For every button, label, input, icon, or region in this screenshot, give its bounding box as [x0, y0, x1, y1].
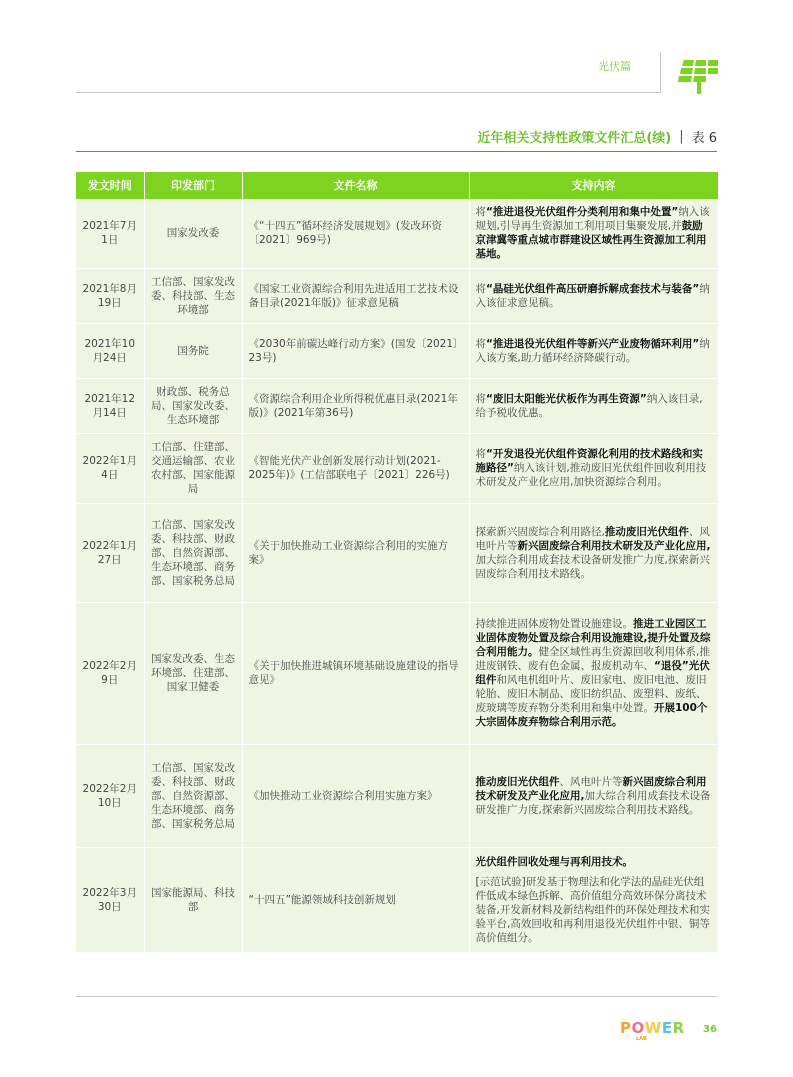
cell-name: 《国家工业资源综合利用先进适用工艺技术设备目录(2021年版)》征求意见稿: [242, 268, 469, 323]
table-row: [76, 268, 718, 323]
cell-date: 2021年12月14日: [76, 378, 144, 433]
table-header-row: [76, 172, 718, 199]
bold-text: “退役”光伏组件: [475, 660, 710, 686]
text: 加大综合利用成套技术设备研发推广力度,探索新兴固废综合利用技术路线。: [475, 789, 711, 816]
header-rule: [76, 92, 660, 93]
solar-panel-icon: [678, 58, 718, 94]
text: 将: [475, 337, 486, 350]
text: 、风电叶片等: [475, 525, 710, 552]
table-title: 近年相关支持性政策文件汇总(续): [477, 131, 672, 146]
cell-dept: 工信部、住建部、交通运输部、农业农村部、国家能源局: [144, 433, 242, 503]
table-row: [76, 602, 718, 744]
table-row: [76, 744, 718, 847]
cell-dept: 工信部、国家发改委、科技部、财政部、自然资源部、生态环境部、商务部、国家税务总局: [144, 744, 242, 847]
text: 纳入该计划,推动废旧光伏组件回收利用技术研发及产业化应用,加快资源综合利用。: [475, 462, 707, 488]
cell-date: 2022年2月10日: [76, 744, 144, 847]
header-name: 文件名称: [242, 172, 469, 199]
text: 将: [475, 206, 486, 219]
cell-name: 《2030年前碳达峰行动方案》(国发〔2021〕23号): [242, 323, 469, 378]
cell-dept: 国务院: [144, 323, 242, 378]
table-row: [76, 323, 718, 378]
cell-name: 《资源综合利用企业所得税优惠目录(2021年版)》(2021年第36号): [242, 378, 469, 433]
bold-text: 鼓励京津冀等重点城市群建设区域性再生资源加工利用基地。: [475, 220, 707, 261]
cell-content: [469, 378, 718, 433]
text: 加大综合利用成套技术设备研发推广力度,探索新兴固废综合利用技术路线。: [475, 553, 710, 580]
text: 纳入该方案,助力循环经济降碳行动。: [475, 337, 710, 364]
table-row: [76, 503, 718, 602]
page-number: 36: [703, 1024, 717, 1035]
header-content: 支持内容: [469, 172, 718, 199]
header-divider: [660, 52, 661, 93]
cell-content: [469, 433, 718, 503]
text: 健全区域性再生资源回收利用体系,推进废钢铁、废有色金属、报废机动车、: [475, 646, 710, 672]
cell-content: [469, 268, 718, 323]
bold-text: 新兴固废综合利用技术研发及产业化应用,: [475, 775, 707, 802]
table-row: [76, 847, 718, 952]
cell-date: 2022年3月30日: [76, 847, 144, 952]
table-number: 表 6: [691, 131, 717, 146]
logo-subtext: LAB: [636, 1036, 647, 1042]
cell-date: 2021年8月19日: [76, 268, 144, 323]
cell-dept: 财政部、税务总局、国家发改委、生态环境部: [144, 378, 242, 433]
cell-content: [469, 847, 718, 952]
text: 纳入该征求意见稿。: [475, 282, 710, 309]
bold-text: 推动废旧光伏组件: [604, 525, 689, 538]
cell-dept: 工信部、国家发改委、科技部、财政部、自然资源部、生态环境部、商务部、国家税务总局: [144, 503, 242, 602]
cell-dept: 国家能源局、科技部: [144, 847, 242, 952]
table-row: [76, 199, 718, 268]
cell-name: 《关于加快推进城镇环境基础设施建设的指导意见》: [242, 602, 469, 744]
text: 和风电机组叶片、废旧家电、废旧电池、废旧轮胎、废旧木制品、废旧纺织品、废塑料、废纸、废玻璃等废弃物分类利用和集中处置。: [475, 674, 707, 714]
cell-dept: 国家发改委、生态环境部、住建部、国家卫健委: [144, 602, 242, 744]
table-row: [76, 433, 718, 503]
title-rule: [76, 151, 717, 152]
cell-date: 2022年2月9日: [76, 602, 144, 744]
section-label: 光伏篇: [598, 60, 631, 73]
cell-date: 2021年10月24日: [76, 323, 144, 378]
title-separator: |: [679, 129, 684, 144]
cell-content: [469, 602, 718, 744]
cell-content: [469, 199, 718, 268]
cell-content: [469, 323, 718, 378]
cell-name: 《加快推动工业资源综合利用实施方案》: [242, 744, 469, 847]
cell-date: 2021年7月1日: [76, 199, 144, 268]
header-dept: 印发部门: [144, 172, 242, 199]
bold-text: “推进退役光伏组件分类利用和集中处置”: [486, 206, 679, 219]
bold-text: 新兴固废综合利用技术研发及产业化应用,: [517, 539, 711, 552]
text: 、风电叶片等: [559, 775, 623, 788]
bold-text: 推进工业园区工业固体废物处置及综合利用设施建设,提升处置及综合利用能力。: [475, 618, 711, 658]
table-row: [76, 378, 718, 433]
cell-dept: 国家发改委: [144, 199, 242, 268]
text: 将: [475, 448, 486, 460]
cell-name: 《智能光伏产业创新发展行动计划(2021-2025年)》(工信部联电子〔2021〕226号): [242, 433, 469, 503]
cell-content: [469, 503, 718, 602]
cell-dept: 工信部、国家发改委、科技部、生态环境部: [144, 268, 242, 323]
header-date: 发文时间: [76, 172, 144, 199]
text: 将: [475, 282, 486, 295]
bold-text: 光伏组件回收处理与再利用技术。: [475, 855, 633, 868]
power-lab-logo: POWER: [620, 1019, 685, 1037]
cell-name: 《“十四五”循环经济发展规划》(发改环资〔2021〕969号): [242, 199, 469, 268]
cell-date: 2022年1月4日: [76, 433, 144, 503]
bold-text: 推动废旧光伏组件: [475, 775, 560, 788]
bold-text: “推进退役光伏组件等新兴产业废物循环利用”: [486, 337, 700, 350]
cell-name: “十四五”能源领域科技创新规划: [242, 847, 469, 952]
text: 持续推进固体废物处置设施建设。: [475, 618, 633, 630]
policy-table: [76, 172, 719, 953]
text: 将: [475, 392, 486, 405]
text: [示范试验]研发基于物理法和化学法的晶硅光伏组件低成本绿色拆解、高价值组分高效环保分离技术装备,开发新材料及新结构组件的环保处理技术和实验平台,高效回收和再利用退役光伏组件中银、铜等高价值组分。: [475, 875, 710, 944]
cell-date: 2022年1月27日: [76, 503, 144, 602]
bold-text: 开展100个大宗固体废弃物综合利用示范。: [475, 702, 708, 728]
bold-text: “废旧太阳能光伏板作为再生资源”: [486, 392, 647, 405]
cell-content: [469, 744, 718, 847]
footer-rule: [76, 996, 717, 997]
text: 纳入该规划,引导再生资源加工利用项目集聚发展,并: [475, 206, 710, 233]
table-title-row: [477, 127, 717, 146]
text: 纳入该目录,给予税收优惠。: [475, 392, 703, 419]
bold-text: “晶硅光伏组件高压研磨拆解成套技术与装备”: [486, 282, 700, 295]
text: 探索新兴固废综合利用路径,: [475, 525, 605, 538]
cell-name: 《关于加快推动工业资源综合利用的实施方案》: [242, 503, 469, 602]
bold-text: “开发退役光伏组件资源化利用的技术路线和实施路径”: [475, 448, 703, 474]
